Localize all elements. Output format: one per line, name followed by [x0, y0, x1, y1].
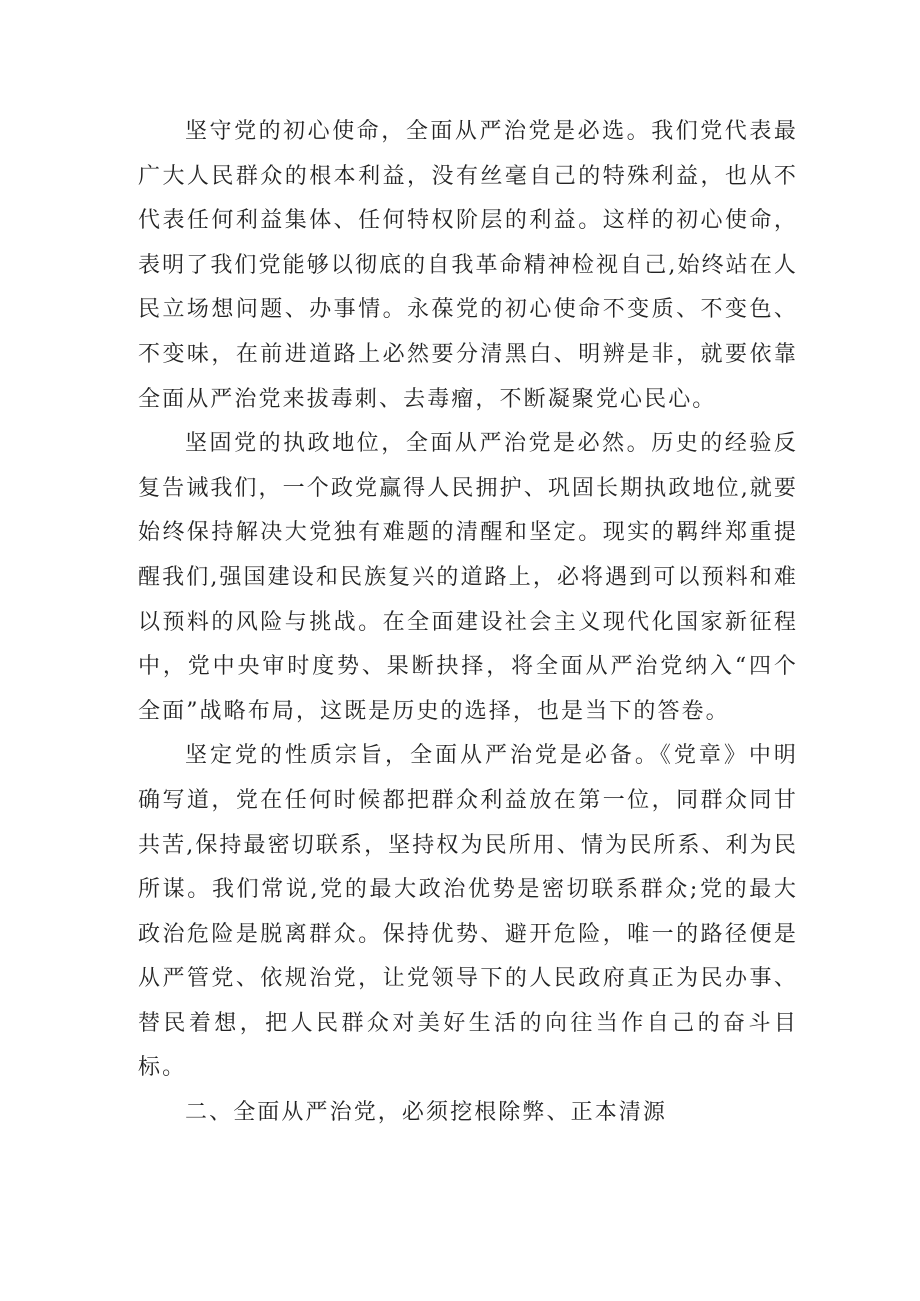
- paragraph-party-nature: 坚定党的性质宗旨，全面从严治党是必备。《党章》中明确写道，党在任何时候都把群众利益放在第一位，同群众同甘共苦,保持最密切联系，坚持权为民所用、情为民所系、利为民所谋。我们常说,党的最大政治优势是密切联系群众;党的最大政治危险是脱离群众。保持优势、避开危险，唯一的路径便是从严管党、依规治党，让党领导下的人民政府真正为民办事、替民着想，把人民群众对美好生活的向往当作自己的奋斗目标。: [138, 743, 798, 1081]
- section-heading: 二、全面从严治党，必须挖根除弊、正本清源: [185, 1100, 668, 1126]
- paragraph-ruling-position: 坚固党的执政地位，全面从严治党是必然。历史的经验反复告诫我们，一个政党赢得人民拥护、巩固长期执政地位,就要始终保持解决大党独有难题的清醒和坚定。现实的羁绊郑重提醒我们,强国建设和民族复兴的道路上，必将遇到可以预料和难以预料的风险与挑战。在全面建设社会主义现代化国家新征程中，党中央审时度势、果断抉择，将全面从严治党纳入“四个全面”战略布局，这既是历史的选择，也是当下的答卷。: [138, 431, 798, 724]
- document-body: [138, 110, 798, 1136]
- paragraph-party-mission: 坚守党的初心使命，全面从严治党是必选。我们党代表最广大人民群众的根本利益，没有丝毫自己的特殊利益，也从不代表任何利益集体、任何特权阶层的利益。这样的初心使命，表明了我们党能够以彻底的自我革命精神检视自己,始终站在人民立场想问题、办事情。永葆党的初心使命不变质、不变色、不变味，在前进道路上必然要分清黑白、明辨是非，就要依靠全面从严治党来拔毒刺、去毒瘤，不断凝聚党心民心。: [138, 119, 798, 412]
